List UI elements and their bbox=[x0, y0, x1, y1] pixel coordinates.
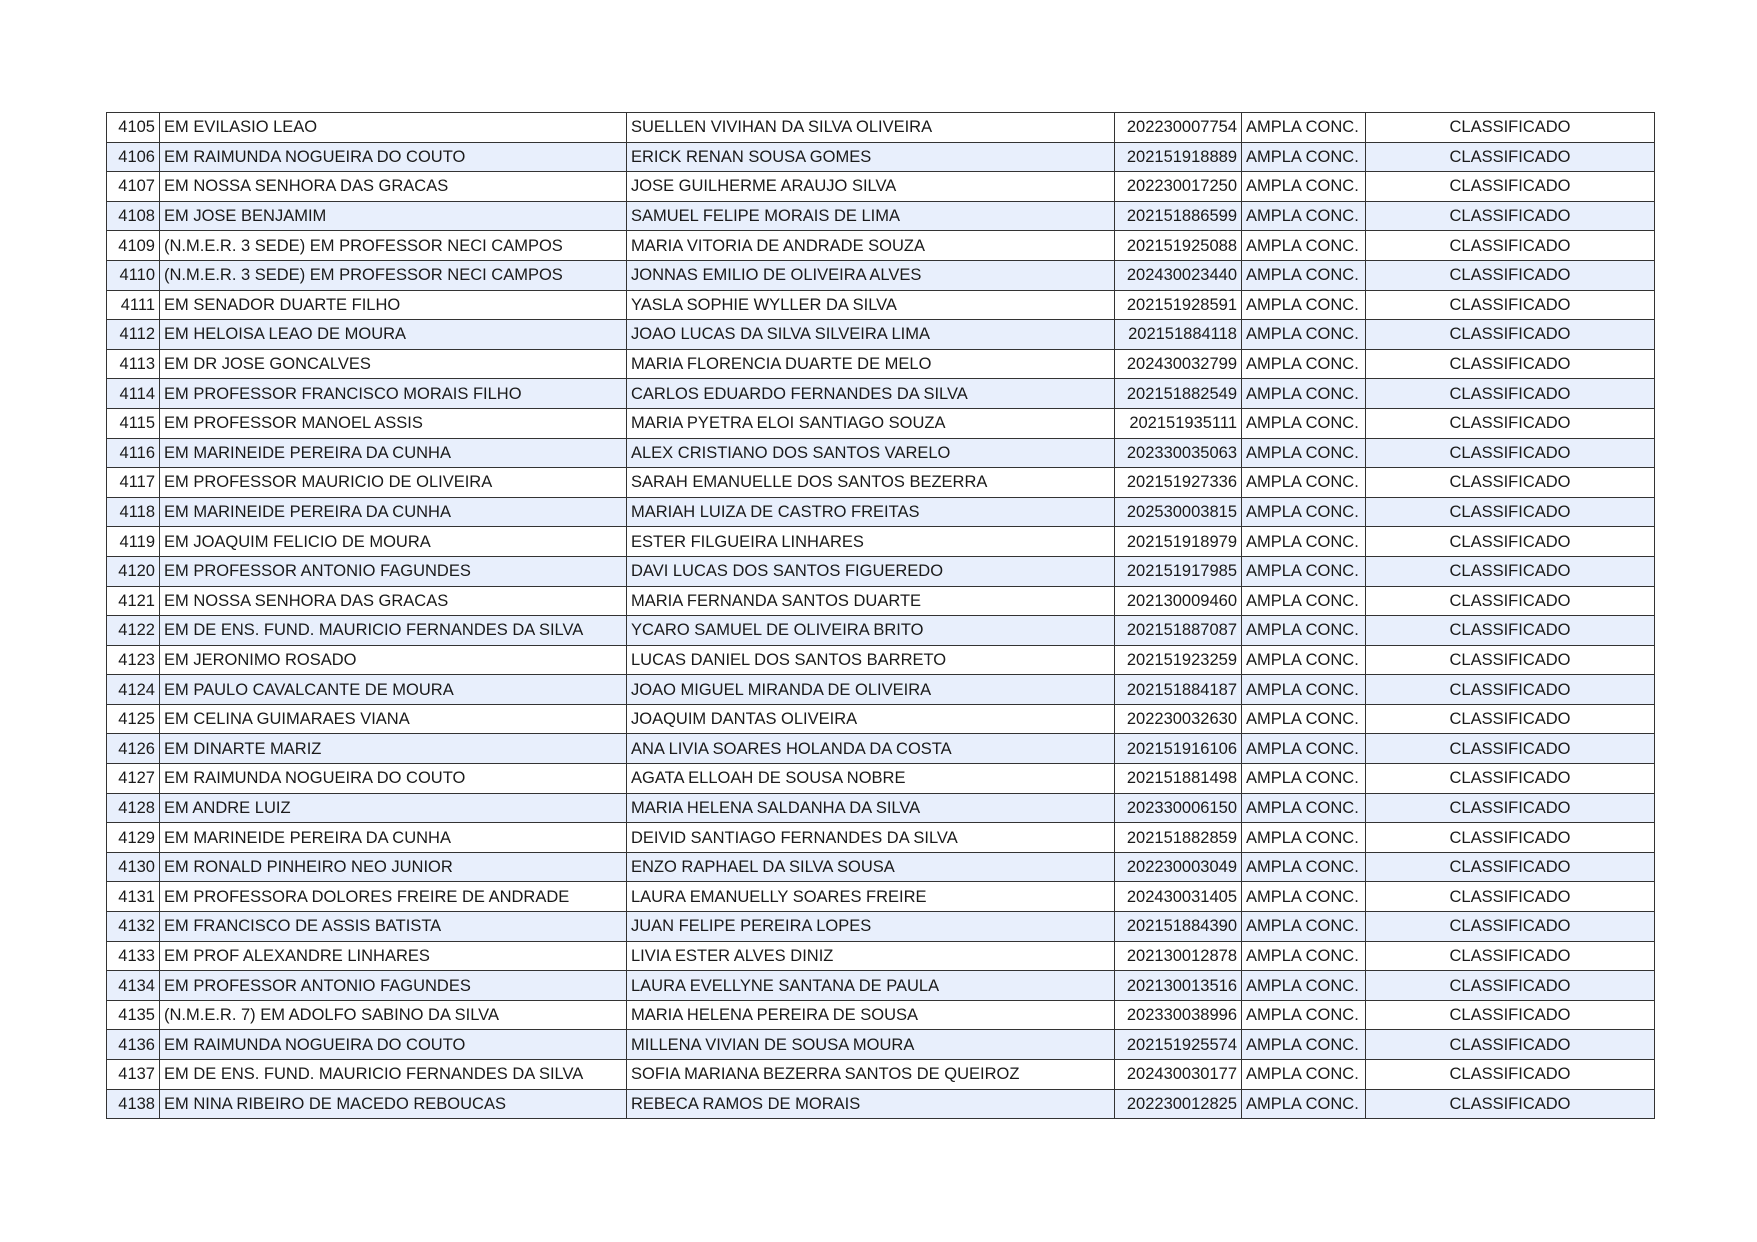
school-cell: EM DE ENS. FUND. MAURICIO FERNANDES DA SILVA bbox=[160, 1060, 627, 1090]
school-cell: EM HELOISA LEAO DE MOURA bbox=[160, 320, 627, 350]
school-cell: EM DE ENS. FUND. MAURICIO FERNANDES DA SILVA bbox=[160, 616, 627, 646]
row-number-cell: 4137 bbox=[107, 1060, 160, 1090]
registration-cell: 202330038996 bbox=[1115, 1000, 1242, 1030]
student-name-cell: ERICK RENAN SOUSA GOMES bbox=[627, 142, 1115, 172]
student-name-cell: JUAN FELIPE PEREIRA LOPES bbox=[627, 912, 1115, 942]
modality-cell: AMPLA CONC. bbox=[1242, 1000, 1366, 1030]
row-number-cell: 4110 bbox=[107, 260, 160, 290]
school-cell: EM FRANCISCO DE ASSIS BATISTA bbox=[160, 912, 627, 942]
registration-cell: 202530003815 bbox=[1115, 497, 1242, 527]
school-cell: EM NINA RIBEIRO DE MACEDO REBOUCAS bbox=[160, 1089, 627, 1119]
table-row bbox=[107, 852, 1655, 882]
table-row bbox=[107, 142, 1655, 172]
student-name-cell: ESTER FILGUEIRA LINHARES bbox=[627, 527, 1115, 557]
registration-cell: 202230007754 bbox=[1115, 113, 1242, 143]
row-number-cell: 4129 bbox=[107, 823, 160, 853]
row-number-cell: 4116 bbox=[107, 438, 160, 468]
table-row bbox=[107, 912, 1655, 942]
table-row bbox=[107, 764, 1655, 794]
status-cell: CLASSIFICADO bbox=[1366, 645, 1655, 675]
modality-cell: AMPLA CONC. bbox=[1242, 113, 1366, 143]
student-name-cell: JOAQUIM DANTAS OLIVEIRA bbox=[627, 704, 1115, 734]
modality-cell: AMPLA CONC. bbox=[1242, 527, 1366, 557]
row-number-cell: 4126 bbox=[107, 734, 160, 764]
student-name-cell: SAMUEL FELIPE MORAIS DE LIMA bbox=[627, 201, 1115, 231]
status-cell: CLASSIFICADO bbox=[1366, 1030, 1655, 1060]
modality-cell: AMPLA CONC. bbox=[1242, 616, 1366, 646]
row-number-cell: 4108 bbox=[107, 201, 160, 231]
school-cell: EM PROFESSORA DOLORES FREIRE DE ANDRADE bbox=[160, 882, 627, 912]
student-name-cell: JOAO MIGUEL MIRANDA DE OLIVEIRA bbox=[627, 675, 1115, 705]
registration-cell: 202151881498 bbox=[1115, 764, 1242, 794]
row-number-cell: 4138 bbox=[107, 1089, 160, 1119]
student-name-cell: MARIA VITORIA DE ANDRADE SOUZA bbox=[627, 231, 1115, 261]
student-name-cell: MARIA FLORENCIA DUARTE DE MELO bbox=[627, 349, 1115, 379]
row-number-cell: 4115 bbox=[107, 408, 160, 438]
status-cell: CLASSIFICADO bbox=[1366, 320, 1655, 350]
registration-cell: 202430030177 bbox=[1115, 1060, 1242, 1090]
table-row bbox=[107, 290, 1655, 320]
table-row bbox=[107, 586, 1655, 616]
row-number-cell: 4105 bbox=[107, 113, 160, 143]
status-cell: CLASSIFICADO bbox=[1366, 349, 1655, 379]
table-row bbox=[107, 260, 1655, 290]
modality-cell: AMPLA CONC. bbox=[1242, 734, 1366, 764]
table-row bbox=[107, 468, 1655, 498]
registration-cell: 202151928591 bbox=[1115, 290, 1242, 320]
modality-cell: AMPLA CONC. bbox=[1242, 142, 1366, 172]
row-number-cell: 4134 bbox=[107, 971, 160, 1001]
modality-cell: AMPLA CONC. bbox=[1242, 1089, 1366, 1119]
status-cell: CLASSIFICADO bbox=[1366, 971, 1655, 1001]
school-cell: EM DINARTE MARIZ bbox=[160, 734, 627, 764]
status-cell: CLASSIFICADO bbox=[1366, 852, 1655, 882]
school-cell: EM JOSE BENJAMIM bbox=[160, 201, 627, 231]
table-row bbox=[107, 704, 1655, 734]
modality-cell: AMPLA CONC. bbox=[1242, 379, 1366, 409]
row-number-cell: 4131 bbox=[107, 882, 160, 912]
registration-cell: 202230012825 bbox=[1115, 1089, 1242, 1119]
registration-cell: 202230017250 bbox=[1115, 172, 1242, 202]
status-cell: CLASSIFICADO bbox=[1366, 142, 1655, 172]
student-name-cell: JOAO LUCAS DA SILVA SILVEIRA LIMA bbox=[627, 320, 1115, 350]
student-name-cell: DEIVID SANTIAGO FERNANDES DA SILVA bbox=[627, 823, 1115, 853]
table-row bbox=[107, 438, 1655, 468]
school-cell: EM NOSSA SENHORA DAS GRACAS bbox=[160, 172, 627, 202]
student-name-cell: ENZO RAPHAEL DA SILVA SOUSA bbox=[627, 852, 1115, 882]
school-cell: EM JERONIMO ROSADO bbox=[160, 645, 627, 675]
status-cell: CLASSIFICADO bbox=[1366, 1000, 1655, 1030]
table-row bbox=[107, 320, 1655, 350]
student-name-cell: MILLENA VIVIAN DE SOUSA MOURA bbox=[627, 1030, 1115, 1060]
table-row bbox=[107, 941, 1655, 971]
registration-cell: 202151917985 bbox=[1115, 556, 1242, 586]
table-row bbox=[107, 527, 1655, 557]
school-cell: EM MARINEIDE PEREIRA DA CUNHA bbox=[160, 823, 627, 853]
student-name-cell: MARIA PYETRA ELOI SANTIAGO SOUZA bbox=[627, 408, 1115, 438]
modality-cell: AMPLA CONC. bbox=[1242, 823, 1366, 853]
school-cell: EM PAULO CAVALCANTE DE MOURA bbox=[160, 675, 627, 705]
modality-cell: AMPLA CONC. bbox=[1242, 675, 1366, 705]
student-name-cell: YCARO SAMUEL DE OLIVEIRA BRITO bbox=[627, 616, 1115, 646]
row-number-cell: 4117 bbox=[107, 468, 160, 498]
row-number-cell: 4120 bbox=[107, 556, 160, 586]
modality-cell: AMPLA CONC. bbox=[1242, 320, 1366, 350]
status-cell: CLASSIFICADO bbox=[1366, 556, 1655, 586]
row-number-cell: 4118 bbox=[107, 497, 160, 527]
table-row bbox=[107, 823, 1655, 853]
registration-cell: 202151925088 bbox=[1115, 231, 1242, 261]
row-number-cell: 4112 bbox=[107, 320, 160, 350]
registration-cell: 202151916106 bbox=[1115, 734, 1242, 764]
status-cell: CLASSIFICADO bbox=[1366, 1089, 1655, 1119]
school-cell: EM RAIMUNDA NOGUEIRA DO COUTO bbox=[160, 764, 627, 794]
row-number-cell: 4113 bbox=[107, 349, 160, 379]
table-row bbox=[107, 793, 1655, 823]
status-cell: CLASSIFICADO bbox=[1366, 408, 1655, 438]
registration-cell: 202230032630 bbox=[1115, 704, 1242, 734]
status-cell: CLASSIFICADO bbox=[1366, 941, 1655, 971]
table-row bbox=[107, 497, 1655, 527]
school-cell: EM PROFESSOR ANTONIO FAGUNDES bbox=[160, 971, 627, 1001]
registration-cell: 202151925574 bbox=[1115, 1030, 1242, 1060]
modality-cell: AMPLA CONC. bbox=[1242, 586, 1366, 616]
table-row bbox=[107, 201, 1655, 231]
row-number-cell: 4124 bbox=[107, 675, 160, 705]
student-name-cell: MARIA FERNANDA SANTOS DUARTE bbox=[627, 586, 1115, 616]
registration-cell: 202151884390 bbox=[1115, 912, 1242, 942]
modality-cell: AMPLA CONC. bbox=[1242, 408, 1366, 438]
student-name-cell: MARIA HELENA PEREIRA DE SOUSA bbox=[627, 1000, 1115, 1030]
table-row bbox=[107, 113, 1655, 143]
modality-cell: AMPLA CONC. bbox=[1242, 497, 1366, 527]
student-name-cell: LAURA EMANUELLY SOARES FREIRE bbox=[627, 882, 1115, 912]
table-row bbox=[107, 1000, 1655, 1030]
student-name-cell: LUCAS DANIEL DOS SANTOS BARRETO bbox=[627, 645, 1115, 675]
student-name-cell: CARLOS EDUARDO FERNANDES DA SILVA bbox=[627, 379, 1115, 409]
row-number-cell: 4114 bbox=[107, 379, 160, 409]
status-cell: CLASSIFICADO bbox=[1366, 290, 1655, 320]
row-number-cell: 4125 bbox=[107, 704, 160, 734]
student-name-cell: MARIAH LUIZA DE CASTRO FREITAS bbox=[627, 497, 1115, 527]
student-name-cell: YASLA SOPHIE WYLLER DA SILVA bbox=[627, 290, 1115, 320]
registration-cell: 202130012878 bbox=[1115, 941, 1242, 971]
table-row bbox=[107, 616, 1655, 646]
status-cell: CLASSIFICADO bbox=[1366, 497, 1655, 527]
registration-cell: 202130013516 bbox=[1115, 971, 1242, 1001]
table-row bbox=[107, 1089, 1655, 1119]
modality-cell: AMPLA CONC. bbox=[1242, 704, 1366, 734]
status-cell: CLASSIFICADO bbox=[1366, 438, 1655, 468]
school-cell: EM PROF ALEXANDRE LINHARES bbox=[160, 941, 627, 971]
table-row bbox=[107, 675, 1655, 705]
modality-cell: AMPLA CONC. bbox=[1242, 971, 1366, 1001]
modality-cell: AMPLA CONC. bbox=[1242, 912, 1366, 942]
school-cell: EM RAIMUNDA NOGUEIRA DO COUTO bbox=[160, 1030, 627, 1060]
modality-cell: AMPLA CONC. bbox=[1242, 260, 1366, 290]
registration-cell: 202151923259 bbox=[1115, 645, 1242, 675]
status-cell: CLASSIFICADO bbox=[1366, 1060, 1655, 1090]
registration-cell: 202151882859 bbox=[1115, 823, 1242, 853]
modality-cell: AMPLA CONC. bbox=[1242, 941, 1366, 971]
status-cell: CLASSIFICADO bbox=[1366, 172, 1655, 202]
modality-cell: AMPLA CONC. bbox=[1242, 645, 1366, 675]
student-name-cell: ANA LIVIA SOARES HOLANDA DA COSTA bbox=[627, 734, 1115, 764]
row-number-cell: 4107 bbox=[107, 172, 160, 202]
table-row bbox=[107, 645, 1655, 675]
table-row bbox=[107, 349, 1655, 379]
status-cell: CLASSIFICADO bbox=[1366, 527, 1655, 557]
status-cell: CLASSIFICADO bbox=[1366, 823, 1655, 853]
row-number-cell: 4136 bbox=[107, 1030, 160, 1060]
school-cell: EM RONALD PINHEIRO NEO JUNIOR bbox=[160, 852, 627, 882]
student-name-cell: REBECA RAMOS DE MORAIS bbox=[627, 1089, 1115, 1119]
modality-cell: AMPLA CONC. bbox=[1242, 852, 1366, 882]
school-cell: EM JOAQUIM FELICIO DE MOURA bbox=[160, 527, 627, 557]
status-cell: CLASSIFICADO bbox=[1366, 379, 1655, 409]
school-cell: EM EVILASIO LEAO bbox=[160, 113, 627, 143]
registration-cell: 202430032799 bbox=[1115, 349, 1242, 379]
table-row bbox=[107, 971, 1655, 1001]
registration-cell: 202151918889 bbox=[1115, 142, 1242, 172]
table-row bbox=[107, 734, 1655, 764]
table-row bbox=[107, 408, 1655, 438]
registration-cell: 202330035063 bbox=[1115, 438, 1242, 468]
registration-cell: 202151884118 bbox=[1115, 320, 1242, 350]
modality-cell: AMPLA CONC. bbox=[1242, 438, 1366, 468]
row-number-cell: 4109 bbox=[107, 231, 160, 261]
registration-cell: 202151882549 bbox=[1115, 379, 1242, 409]
registration-cell: 202330006150 bbox=[1115, 793, 1242, 823]
student-name-cell: AGATA ELLOAH DE SOUSA NOBRE bbox=[627, 764, 1115, 794]
status-cell: CLASSIFICADO bbox=[1366, 231, 1655, 261]
school-cell: EM ANDRE LUIZ bbox=[160, 793, 627, 823]
school-cell: (N.M.E.R. 3 SEDE) EM PROFESSOR NECI CAMPOS bbox=[160, 260, 627, 290]
status-cell: CLASSIFICADO bbox=[1366, 260, 1655, 290]
school-cell: EM PROFESSOR FRANCISCO MORAIS FILHO bbox=[160, 379, 627, 409]
modality-cell: AMPLA CONC. bbox=[1242, 1060, 1366, 1090]
row-number-cell: 4122 bbox=[107, 616, 160, 646]
status-cell: CLASSIFICADO bbox=[1366, 764, 1655, 794]
school-cell: EM CELINA GUIMARAES VIANA bbox=[160, 704, 627, 734]
registration-cell: 202430031405 bbox=[1115, 882, 1242, 912]
school-cell: EM PROFESSOR MAURICIO DE OLIVEIRA bbox=[160, 468, 627, 498]
modality-cell: AMPLA CONC. bbox=[1242, 231, 1366, 261]
school-cell: EM DR JOSE GONCALVES bbox=[160, 349, 627, 379]
registration-cell: 202130009460 bbox=[1115, 586, 1242, 616]
modality-cell: AMPLA CONC. bbox=[1242, 468, 1366, 498]
row-number-cell: 4123 bbox=[107, 645, 160, 675]
status-cell: CLASSIFICADO bbox=[1366, 586, 1655, 616]
modality-cell: AMPLA CONC. bbox=[1242, 882, 1366, 912]
results-sheet bbox=[106, 112, 1654, 1119]
school-cell: (N.M.E.R. 3 SEDE) EM PROFESSOR NECI CAMPOS bbox=[160, 231, 627, 261]
school-cell: (N.M.E.R. 7) EM ADOLFO SABINO DA SILVA bbox=[160, 1000, 627, 1030]
school-cell: EM MARINEIDE PEREIRA DA CUNHA bbox=[160, 438, 627, 468]
registration-cell: 202151886599 bbox=[1115, 201, 1242, 231]
registration-cell: 202151884187 bbox=[1115, 675, 1242, 705]
row-number-cell: 4128 bbox=[107, 793, 160, 823]
student-name-cell: SOFIA MARIANA BEZERRA SANTOS DE QUEIROZ bbox=[627, 1060, 1115, 1090]
row-number-cell: 4121 bbox=[107, 586, 160, 616]
row-number-cell: 4133 bbox=[107, 941, 160, 971]
status-cell: CLASSIFICADO bbox=[1366, 734, 1655, 764]
student-name-cell: LAURA EVELLYNE SANTANA DE PAULA bbox=[627, 971, 1115, 1001]
status-cell: CLASSIFICADO bbox=[1366, 704, 1655, 734]
student-name-cell: JOSE GUILHERME ARAUJO SILVA bbox=[627, 172, 1115, 202]
registration-cell: 202151935111 bbox=[1115, 408, 1242, 438]
table-row bbox=[107, 882, 1655, 912]
registration-cell: 202230003049 bbox=[1115, 852, 1242, 882]
status-cell: CLASSIFICADO bbox=[1366, 912, 1655, 942]
student-name-cell: ALEX CRISTIANO DOS SANTOS VARELO bbox=[627, 438, 1115, 468]
table-row bbox=[107, 231, 1655, 261]
results-table bbox=[106, 112, 1655, 1119]
student-name-cell: MARIA HELENA SALDANHA DA SILVA bbox=[627, 793, 1115, 823]
student-name-cell: SARAH EMANUELLE DOS SANTOS BEZERRA bbox=[627, 468, 1115, 498]
row-number-cell: 4111 bbox=[107, 290, 160, 320]
table-row bbox=[107, 1030, 1655, 1060]
modality-cell: AMPLA CONC. bbox=[1242, 290, 1366, 320]
row-number-cell: 4132 bbox=[107, 912, 160, 942]
student-name-cell: JONNAS EMILIO DE OLIVEIRA ALVES bbox=[627, 260, 1115, 290]
status-cell: CLASSIFICADO bbox=[1366, 675, 1655, 705]
modality-cell: AMPLA CONC. bbox=[1242, 1030, 1366, 1060]
table-row bbox=[107, 172, 1655, 202]
school-cell: EM RAIMUNDA NOGUEIRA DO COUTO bbox=[160, 142, 627, 172]
status-cell: CLASSIFICADO bbox=[1366, 468, 1655, 498]
status-cell: CLASSIFICADO bbox=[1366, 793, 1655, 823]
row-number-cell: 4106 bbox=[107, 142, 160, 172]
row-number-cell: 4130 bbox=[107, 852, 160, 882]
status-cell: CLASSIFICADO bbox=[1366, 201, 1655, 231]
row-number-cell: 4135 bbox=[107, 1000, 160, 1030]
modality-cell: AMPLA CONC. bbox=[1242, 349, 1366, 379]
registration-cell: 202430023440 bbox=[1115, 260, 1242, 290]
student-name-cell: SUELLEN VIVIHAN DA SILVA OLIVEIRA bbox=[627, 113, 1115, 143]
student-name-cell: LIVIA ESTER ALVES DINIZ bbox=[627, 941, 1115, 971]
registration-cell: 202151927336 bbox=[1115, 468, 1242, 498]
registration-cell: 202151887087 bbox=[1115, 616, 1242, 646]
modality-cell: AMPLA CONC. bbox=[1242, 793, 1366, 823]
table-row bbox=[107, 556, 1655, 586]
school-cell: EM PROFESSOR MANOEL ASSIS bbox=[160, 408, 627, 438]
row-number-cell: 4119 bbox=[107, 527, 160, 557]
row-number-cell: 4127 bbox=[107, 764, 160, 794]
table-row bbox=[107, 379, 1655, 409]
status-cell: CLASSIFICADO bbox=[1366, 616, 1655, 646]
modality-cell: AMPLA CONC. bbox=[1242, 172, 1366, 202]
modality-cell: AMPLA CONC. bbox=[1242, 556, 1366, 586]
table-row bbox=[107, 1060, 1655, 1090]
school-cell: EM SENADOR DUARTE FILHO bbox=[160, 290, 627, 320]
school-cell: EM MARINEIDE PEREIRA DA CUNHA bbox=[160, 497, 627, 527]
results-table-body bbox=[107, 113, 1655, 1119]
modality-cell: AMPLA CONC. bbox=[1242, 764, 1366, 794]
modality-cell: AMPLA CONC. bbox=[1242, 201, 1366, 231]
registration-cell: 202151918979 bbox=[1115, 527, 1242, 557]
school-cell: EM PROFESSOR ANTONIO FAGUNDES bbox=[160, 556, 627, 586]
school-cell: EM NOSSA SENHORA DAS GRACAS bbox=[160, 586, 627, 616]
status-cell: CLASSIFICADO bbox=[1366, 113, 1655, 143]
status-cell: CLASSIFICADO bbox=[1366, 882, 1655, 912]
student-name-cell: DAVI LUCAS DOS SANTOS FIGUEREDO bbox=[627, 556, 1115, 586]
